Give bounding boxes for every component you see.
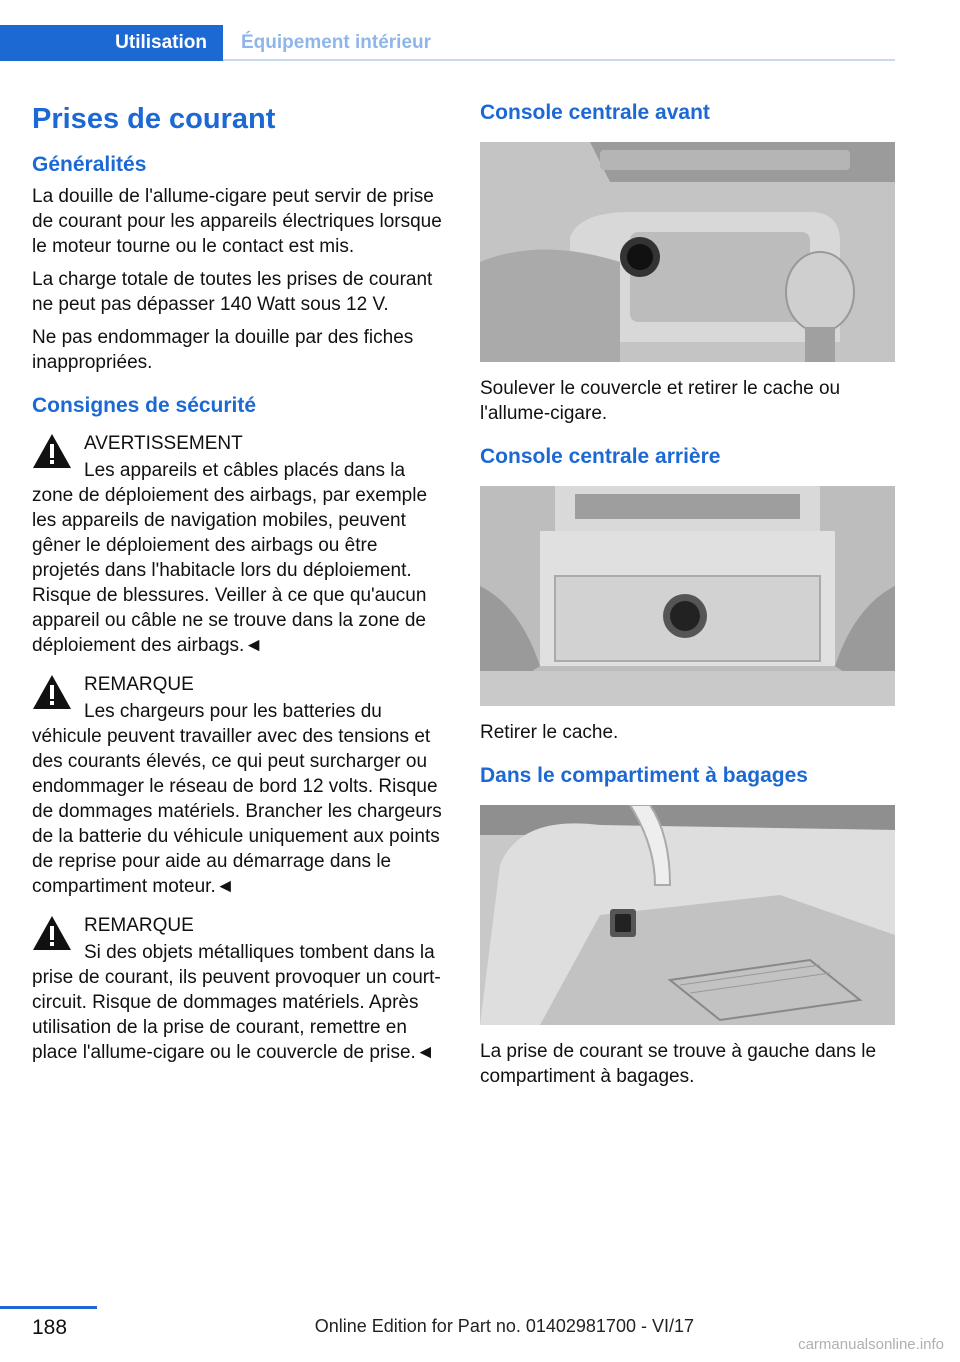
- paragraph: La charge totale de toutes les prises de courant ne peut pas dépasser 140 Watt sous 12 V.: [32, 269, 433, 315]
- heading-rear-console: Console centrale arrière: [480, 445, 721, 468]
- header-underline: [223, 59, 895, 61]
- trunk-illustration: [480, 805, 895, 1025]
- note-block: [32, 913, 444, 1065]
- warning-triangle-icon: [32, 433, 72, 469]
- warning-label: AVERTISSEMENT: [84, 433, 243, 454]
- warning-text: Les appareils et câbles placés dans la zone de déploiement des airbags, par exemple les appareils de navigation mobiles, peuvent gêner le déploiement des airbags ou être projetés dans l'habitacle lors du déploiement. Risque de blessures. Veiller à ce que qu'aucun appareil ou câble ne se trouve dans la zone de déploiement des airbags.◄: [32, 460, 428, 656]
- caption-trunk: La prise de courant se trouve à gauche dans le compartiment à bagages.: [480, 1041, 877, 1087]
- front-console-photo: [480, 142, 895, 362]
- warning-block: [32, 431, 444, 658]
- rear-console-photo: [480, 486, 895, 706]
- trunk-photo: [480, 805, 895, 1025]
- left-column: [32, 98, 444, 1079]
- watermark: carmanualsonline.info: [798, 1336, 944, 1353]
- warning-triangle-icon: [32, 915, 72, 951]
- header-bar: [0, 25, 895, 61]
- rear-console-illustration: [480, 486, 895, 706]
- note-text: Si des objets métalliques tombent dans la prise de courant, ils peuvent provoquer un court-circuit. Risque de dommages matériels. Après utilisation de la prise de courant, remettre en place l'allume-cigare ou le couvercle de prise.◄: [32, 942, 441, 1063]
- section-tab-subsection[interactable]: Équipement intérieur: [241, 32, 432, 53]
- right-column: [480, 98, 895, 1097]
- caption-front-console: Soulever le couvercle et retirer le cache ou l'allume-cigare.: [480, 378, 841, 424]
- edition-info: Online Edition for Part no. 01402981700 - VI/17: [314, 1316, 694, 1336]
- page-number: 188: [32, 1316, 68, 1339]
- caption-rear-console: Retirer le cache.: [480, 722, 619, 743]
- warning-triangle-icon: [32, 674, 72, 710]
- note-label: REMARQUE: [84, 674, 194, 695]
- paragraph: Ne pas endommager la douille par des fiches inappropriées.: [32, 327, 414, 373]
- note-label: REMARQUE: [84, 915, 194, 936]
- heading-trunk: Dans le compartiment à bagages: [480, 764, 808, 787]
- front-console-illustration: [480, 142, 895, 362]
- section-tab-active[interactable]: Utilisation: [0, 25, 223, 61]
- paragraph: La douille de l'allume-cigare peut servir de prise de courant pour les appareils électriques lorsque le moteur tourne ou le contact est mis.: [32, 186, 442, 257]
- footer-accent-line: [0, 1306, 97, 1309]
- heading-generalites: Généralités: [32, 153, 147, 176]
- heading-consignes: Consignes de sécurité: [32, 394, 257, 417]
- page-title: Prises de courant: [32, 103, 276, 135]
- note-block: [32, 672, 444, 899]
- note-text: Les chargeurs pour les batteries du véhicule peuvent travailler avec des tensions et des courants élevés, ce qui peut surcharger ou endommager le réseau de bord 12 volts. Risque de dommages matériels. Brancher les chargeurs de la batterie du véhicule uniquement aux points de reprise pour aide au démarrage dans le compartiment moteur.◄: [32, 701, 442, 897]
- heading-front-console: Console centrale avant: [480, 101, 710, 124]
